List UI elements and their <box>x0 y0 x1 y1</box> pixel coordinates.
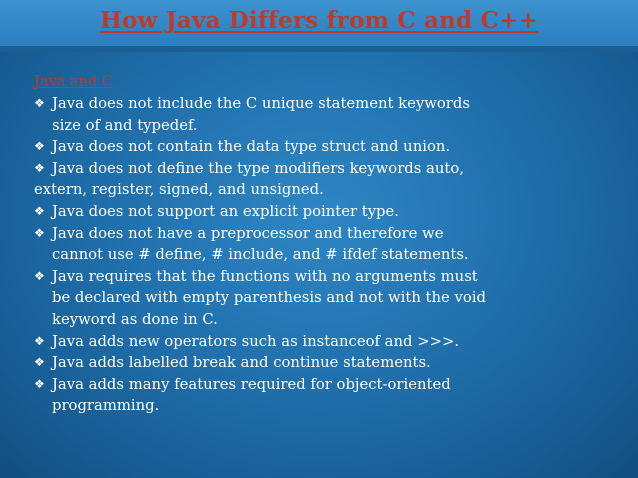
diamond-bullet-icon: ❖ <box>34 225 45 240</box>
diamond-bullet-icon: ❖ <box>34 96 45 110</box>
list-item: ❖ Java adds many features required for object-oriented programming. <box>34 375 451 415</box>
list-item: ❖ Java does not contain the data type struct and union. <box>34 138 451 156</box>
diamond-bullet-icon: ❖ <box>34 203 45 218</box>
section-heading: Java and C <box>34 74 113 90</box>
title-divider <box>0 46 638 52</box>
diamond-bullet-icon: ❖ <box>34 268 45 283</box>
list-item: ❖ Java does not define the type modifiers keywords auto, extern, register, signed, and unsigned. <box>34 159 464 199</box>
list-item: ❖ Java adds new operators such as instanceof and >>>. <box>34 332 460 350</box>
list-item: ❖ Java adds labelled break and continue statements. <box>34 354 431 372</box>
diamond-bullet-icon: ❖ <box>34 376 45 391</box>
list-item: ❖ Java does not support an explicit pointer type. <box>34 202 399 220</box>
list-item: ❖ Java does not have a preprocessor and therefore we cannot use # define, # include, and # ifdef statements. <box>34 224 469 264</box>
slide-content <box>34 73 624 417</box>
list-item: ❖ Java requires that the functions with no arguments must be declared with empty parenthesis and not with the void keyword as done in C. <box>34 267 486 328</box>
list-item: ❖ Java does not include the C unique statement keywords size of and typedef. <box>34 95 470 134</box>
slide-title: How Java Differs from C and C++ <box>100 7 538 34</box>
diamond-bullet-icon: ❖ <box>34 139 45 154</box>
diamond-bullet-icon: ❖ <box>34 355 45 370</box>
diamond-bullet-icon: ❖ <box>34 333 45 348</box>
diamond-bullet-icon: ❖ <box>34 160 45 175</box>
